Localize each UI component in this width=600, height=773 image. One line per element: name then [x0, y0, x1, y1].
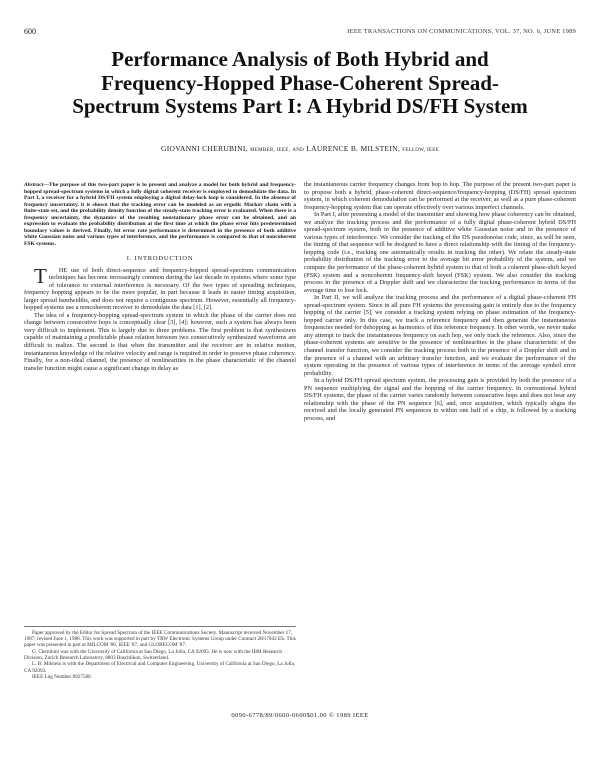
footnote-log-number: IEEE Log Number 8927580. [32, 674, 92, 681]
right-paragraph-1: the instantaneous carrier frequency changes from hop to hop. The purpose of the present two-part paper is to propose both a hybrid, phase-coherent direct-sequence/frequency-hopping (DS/FH) spread spectrum system, in which coherent demodulation can be performed at the receiver, as well as a pure phase-coherent frequency-hopping system that can operate effectively over various imperfect channels. [304, 181, 576, 211]
left-column [24, 182, 296, 372]
abstract-label: Abstract— [24, 182, 49, 188]
author-2-suffix: FELLOW, IEEE [402, 148, 439, 153]
intro-paragraph-2: The idea of a frequency-hopping spread-spectrum system in which the phase of the carrier does not change between consecutive hops is conceptually clear [3], [4]; however, such a system has always been very difficult to implement. This is largely due to three problems. The first problem is that synthesizers capable of maintaining a predictable phase relation between two consecutively synthesized waveforms are difficult to realize. The second is that when the transmitter and the receiver are in relative motion, instantaneous knowledge of the relative velocity and range is required in order to preserve phase coherency. Finally, for a non-ideal channel, the presence of nonlinearities in the phase characteristic of the channel transfer function might cause a significant change in delay as [24, 311, 296, 372]
intro-paragraph-1-text: HE use of both direct-sequence and frequency-hopped spread-spectrum communication techniques has become increasingly common during the last decade in systems where some type of tolerance to external interference is necessary. Of the two types of spreading techniques, frequency hopping appears to be the more popular, in part because it leads to easier timing acquisition, larger spread bandwidths, and does not require a contiguous spectrum. However, essentially all frequency-hopped systems use a noncoherent receiver to demodulate the data [1], [2]. [24, 266, 296, 312]
author-line [40, 144, 560, 153]
section-heading-introduction: I. INTRODUCTION [126, 255, 194, 262]
page-number: 600 [24, 27, 36, 36]
journal-header: IEEE TRANSACTIONS ON COMMUNICATIONS, VOL. 37, NO. 6, JUNE 1989 [347, 28, 576, 35]
author-connector: AND [292, 148, 305, 153]
author-1: GIOVANNI CHERUBINI, [161, 144, 248, 153]
copyright-line: 0090-6778/89/0600-0600$01.00 © 1989 IEEE [231, 712, 369, 719]
footnotes [24, 626, 296, 681]
right-paragraph-2: In Part I, after presenting a model of the transmitter and showing how phase coherency can be obtained, we analyze the tracking process and the performance of a fully digital phase-coherent hybrid DS/FH spread-spectrum system, both in the presence of additive white Gaussian noise and in the presence of various types of interference. We consider the tracking of the DS pseudonoise code, since, as will be seen, the timing of that sequence will be designed to have a direct relationship with the timing of the frequency-hopping code (i.e., tracking one automatically results in tracking the other). We relate the steady-state probability distribution of the tracking error to the average bit error probability of the system, and we compare the performance of the phase-coherent hybrid system to that of both a coherent phase-shift keyed (PSK) system and a noncoherent frequency-shift keyed (FSK) system. We also consider the tracking process in the presence of a Doppler shift and we characterize the tracking performance in terms of the average time to lose lock. [304, 211, 576, 294]
abstract-text: The purpose of this two-part paper is to present and analyze a model for both hybrid and frequency-hopped spread-spectrum systems in which a fully digital coherent receiver is employed to demodulate the data. In Part I, a receiver for a hybrid DS/FH system employing a digital delay-lock loop is considered. In the absence of frequency uncertainty, it is shown that the tracking error can be modeled as an ergodic Markov chain with a finite-state set, and the probability density function of the steady-state tracking error is evaluated. When there is a frequency uncertainty, the dynamics of the resulting nonstationary phase error can be obtained, and an expression to evaluate the probability distribution at the first time at which the phase error hits predetermined boundary values is derived. Finally, bit error rate performance is determined in the presence of both additive white Gaussian noise and various types of interference, and the performance is compared to that of noncoherent FSK systems. [24, 182, 296, 247]
drop-cap: T [34, 263, 47, 288]
abstract [24, 182, 296, 247]
footnote-author-1: G. Cherubini was with the University of California at San Diego, La Jolla, CA 92093. He is now with the IBM Research Division, Zurich Research Laboratory, 8803 Ruschlikon, Switzerland. [24, 648, 282, 661]
right-paragraph-3: In Part II, we will analyze the tracking process and the performance of a digital phase-coherent FH spread-spectrum system. Since in all pure FH systems the processing gain is entirely due to the frequency hopping of the carrier [5], we consider a tracking system relying on phase estimation of the frequency-hopped carrier only. In this case, we track a reference frequency and then generate the instantaneous frequencies needed for dehopping as harmonics of this reference frequency. In other words, we never make any attempt to track the instantaneous frequency on each hop, we only track the reference. Also, since the phase-coherent systems are sensitive to the presence of nonlinearities in the phase characteristic of the channel transfer function, we consider the tracking process both in the presence of a Doppler shift and in the presence of a channel with an arbitrary transfer function, and we evaluate the performance of the system operating in the presence of various types of interference in terms of the average symbol error probability. [304, 294, 576, 377]
footnote-author-2: L. B. Milstein is with the Department of Electrical and Computer Engineering, University of California at San Diego, La Jolla, CA 92093. [24, 661, 296, 674]
author-2: LAURENCE B. MILSTEIN, [306, 144, 401, 153]
footnote-editor: Paper approved by the Editor for Spread Spectrum of the IEEE Communications Society. Manuscript received November 17, 1987; revised June 1, 1988. This work was supported in part by TRW Electronic Systems Group under Contract 2H17042 ES. This paper was presented in part at MILCOM '86, IEEE '87, and GLOBECOM '87. [24, 630, 296, 649]
paper-title: Performance Analysis of Both Hybrid and Frequency-Hopped Phase-Coherent Spread- Spectrum Systems Part I: A Hybrid DS/FH System [72, 47, 528, 118]
running-header [24, 27, 576, 39]
right-column [304, 181, 576, 423]
author-1-suffix: MEMBER, IEEE, [250, 148, 291, 153]
right-paragraph-4: In a hybrid DS/FH spread spectrum system, the processing gain is provided by both the presence of a PN sequence multiplying the signal and the hopping of the carrier frequency. In conventional hybrid DS/FH systems, the phase of the carrier varies randomly between consecutive hops and does not bear any relationship with the phase of the PN sequence [6], and, once acquisition, which typically aligns the received and the locally generated PN sequences to within one half of a chip, is followed by a tracking process, and [304, 377, 576, 422]
intro-paragraph-1 [24, 263, 296, 312]
